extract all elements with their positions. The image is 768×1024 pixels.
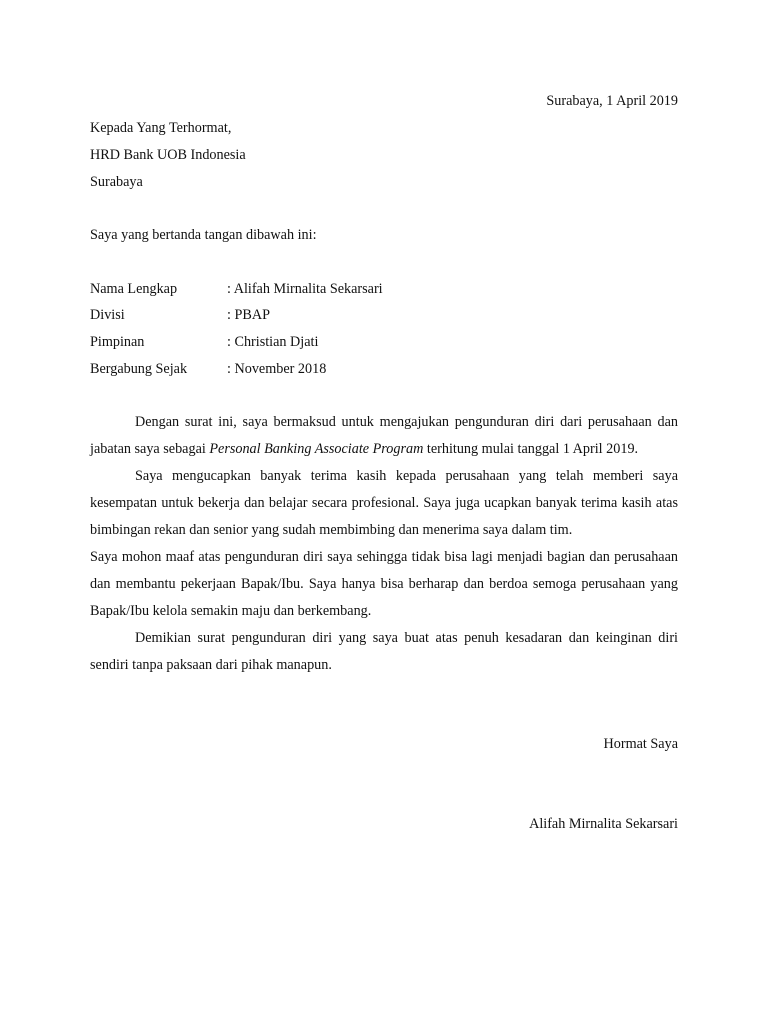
closing-line: Hormat Saya (603, 736, 678, 752)
program-name: Personal Banking Associate Program (209, 441, 424, 457)
field-label-name: Nama Lengkap (90, 281, 178, 297)
body-paragraph-1 (90, 409, 678, 463)
body-paragraph-4: Demikian surat pengunduran diri yang saya buat atas penuh kesadaran dan keinginan diri sendiri tanpa paksaan dari pihak manapun. (90, 630, 678, 673)
recipient-organization: HRD Bank UOB Indonesia (90, 147, 246, 163)
intro-line: Saya yang bertanda tangan dibawah ini: (90, 227, 317, 243)
signatory-name: Alifah Mirnalita Sekarsari (529, 816, 678, 832)
letter-body (90, 409, 678, 679)
field-value-division: : PBAP (227, 307, 270, 323)
body-paragraph-3: Saya mohon maaf atas pengunduran diri saya sehingga tidak bisa lagi menjadi bagian dan perusahaan dan membantu pekerjaan Bapak/Ibu. Saya hanya bisa berharap dan berdoa semoga perusahaan yang Bapak/Ibu kelola semakin maju dan berkembang. (90, 549, 678, 619)
field-value-name: : Alifah Mirnalita Sekarsari (227, 281, 383, 297)
body-paragraph-1-text: Dengan surat ini, saya bermaksud untuk mengajukan pengunduran diri dari perusahaan dan jabatan saya sebagai (90, 414, 678, 457)
date-line: Surabaya, 1 April 2019 (546, 93, 678, 109)
field-label-joined: Bergabung Sejak (90, 361, 188, 377)
field-label-leader: Pimpinan (90, 334, 145, 350)
body-paragraph-2: Saya mengucapkan banyak terima kasih kepada perusahaan yang telah memberi saya kesempatan untuk bekerja dan belajar secara profesional. Saya juga ucapkan banyak terima kasih atas bimbingan rekan dan senior yang sudah membimbing dan menerima saya dalam tim. (90, 468, 678, 538)
body-paragraph-1-end: terhitung mulai tanggal 1 April 2019. (423, 441, 639, 457)
recipient-salutation: Kepada Yang Terhormat, (90, 120, 232, 136)
field-value-leader: : Christian Djati (227, 334, 319, 350)
field-label-division: Divisi (90, 307, 125, 323)
recipient-city: Surabaya (90, 174, 143, 190)
field-value-joined: : November 2018 (227, 361, 327, 377)
